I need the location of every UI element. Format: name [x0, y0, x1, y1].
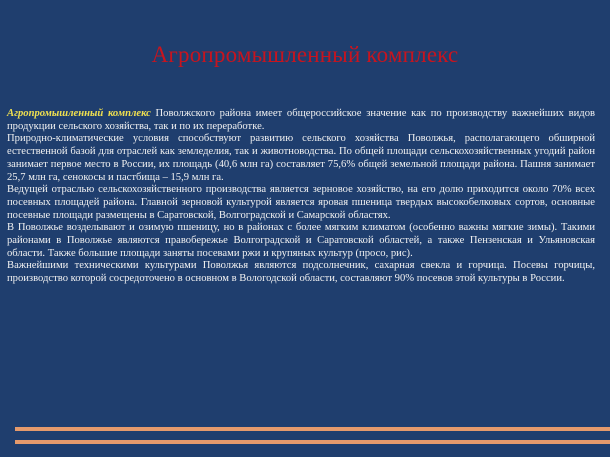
paragraph-4: В Поволжье возделывают и озимую пшеницу, но в районах с более мягким климатом (особенно важны мягкие зимы). Такими районами в Поволжье являются правобережье Волгоградской и Саратовской областей, а также Пензенская и Ульяновская области. Также большие площади заняты посевами ржи и крупяных культур (просо, рис).: [7, 222, 595, 259]
paragraph-3: Ведущей отраслью сельскохозяйственного производства является зерновое хозяйство, на его долю приходится около 70% всех посевных площадей района. Главной зерновой культурой является яровая пшеница твердых высокобелковых сортов, основные посевные площади размещены в Саратовской, Волгоградской и Самарской областях.: [7, 184, 595, 221]
slide-title: Агропромышленный комплекс: [151, 42, 459, 67]
slide-body: [7, 108, 595, 286]
lead-term: Агропромышленный комплекс: [7, 108, 151, 119]
paragraph-1-text: Поволжского района имеет общероссийское значение как по производству важнейших видов продукции сельского хозяйства, так и по их переработке.: [7, 108, 595, 132]
paragraph-1: [7, 108, 595, 133]
paragraph-2: Природно-климатические условия способствуют развитию сельского хозяйства Поволжья, располагающего обширной естественной базой для отраслей как земледелия, так и животноводства. По общей площади сельскохозяйственных угодий район занимает первое место в России, их площадь (40,6 млн га) составляет 75,6% общей земельной площади района. Пашня занимает 25,7 млн га, сенокосы и пастбища – 15,9 млн га.: [7, 133, 595, 183]
paragraph-5: Важнейшими техническими культурами Поволжья являются подсолнечник, сахарная свекла и горчица. Посевы горчицы, производство которой сосредоточено в основном в Вологодской области, составляют 90% посевов этой культуры в России.: [7, 260, 595, 285]
decorative-stripe-bottom: [15, 440, 610, 444]
decorative-stripe-top: [15, 427, 610, 431]
